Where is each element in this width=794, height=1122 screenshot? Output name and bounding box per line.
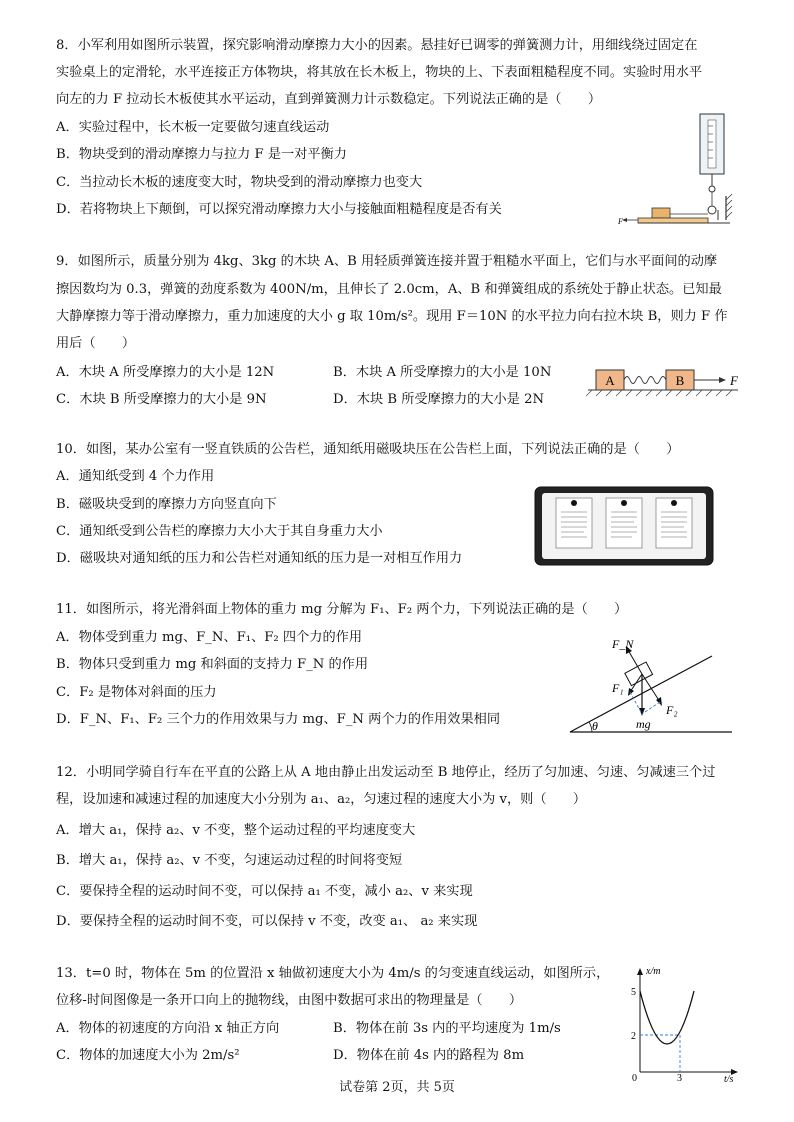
q11-theta-label: θ [592,719,598,733]
q9-block-b-label: B [675,373,685,388]
q12-option-c: C．要保持全程的运动时间不变，可以保持 a₁ 不变，减小 a₂、v 来实现 [56,884,473,899]
q8-force-label: F [618,217,623,226]
q9-force-label: F [730,373,738,388]
q9-line-3: 大静摩擦力等于滑动摩擦力，重力加速度的大小 g 取 10m/s²。现用 F＝10N 的水平拉力向右拉木块 B，则力 F 作 [56,309,728,324]
q8-option-b: B．物块受到的滑动摩擦力与拉力 F 是一对平衡力 [56,147,347,162]
q13-option-b: B．物体在前 3s 内的平均速度为 1m/s [333,1021,561,1036]
q11-fn-label: F_N [612,637,634,651]
q11-option-c: C．F₂ 是物体对斜面的压力 [56,685,217,700]
q13-line-1: 13．t=0 时，物体在 5m 的位置沿 x 轴做初速度大小为 4m/s 的匀变速直线运动，如图所示， [56,966,610,981]
q10-option-d: D．磁吸块对通知纸的压力和公告栏对通知纸的压力是一对相互作用力 [56,551,463,566]
q13-xt-graph [622,964,742,1084]
q13-tick-x3: 3 [677,1073,682,1084]
q10-line-1: 10．如图，某办公室有一竖直铁质的公告栏，通知纸用磁吸块压在公告栏上面，下列说法正确的是（ ） [56,442,680,457]
q9-line-2: 擦因数均为 0.3，弹簧的劲度系数为 400N/m，且伸长了 2.0cm，A、B 和弹簧组成的系统处于静止状态。已知最 [56,282,722,297]
q11-mg-label: mg [636,717,651,731]
q12-option-b: B．增大 a₁，保持 a₂、v 不变，匀速运动过程的时间将变短 [56,853,403,868]
q11-option-d: D．F_N、F₁、F₂ 三个力的作用效果与力 mg、F_N 两个力的作用效果相同 [56,712,501,727]
q11-option-b: B．物体只受到重力 mg 和斜面的支持力 F_N 的作用 [56,657,369,672]
q11-option-a: A．物体受到重力 mg、F_N、F₁、F₂ 四个力的作用 [56,630,363,645]
q10-option-b: B．磁吸块受到的摩擦力方向竖直向下 [56,497,277,512]
q8-line-3: 向左的力 F 拉动长木板使其水平运动，直到弹簧测力计示数稳定。下列说法正确的是（ ） [56,92,602,107]
q13-xlabel: t/s [724,1074,734,1084]
q13-option-c: C．物体的加速度大小为 2m/s² [56,1048,240,1063]
q11-line-1: 11．如图所示，将光滑斜面上物体的重力 mg 分解为 F₁、F₂ 两个力，下列说法正确的是（ ） [56,602,628,617]
q12-option-a: A．增大 a₁，保持 a₂、v 不变，整个运动过程的平均速度变大 [56,823,416,838]
q12-line-2: 程，设加速和减速过程的加速度大小分别为 a₁、a₂，匀速过程的速度大小为 v，则（ ） [56,792,587,807]
q12-option-d: D．要保持全程的运动时间不变，可以保持 v 不变，改变 a₁、 a₂ 来实现 [56,914,478,929]
q9-line-1: 9．如图所示，质量分别为 4kg、3kg 的木块 A、B 用轻质弹簧连接并置于粗糙水平面上，它们与水平面间的动摩 [56,254,718,269]
q8-line-1: 8．小军利用如图所示装置，探究影响滑动摩擦力大小的因素。悬挂好已调零的弹簧测力计，用细线绕过固定在 [56,38,698,53]
q9-line-4: 用后（ ） [56,336,136,351]
q11-incline-figure [562,628,742,738]
q9-option-c: C．木块 B 所受摩擦力的大小是 9N [56,392,267,407]
q13-line-2: 位移-时间图像是一条开口向上的抛物线，由图中数据可求出的物理量是（ ） [56,993,523,1008]
q12-line-1: 12．小明同学骑自行车在平直的公路上从 A 地由静止出发运动至 B 地停止，经历了匀加速、匀速、匀减速三个过 [56,765,716,780]
page-footer: 试卷第 2页，共 5页 [339,1080,455,1095]
q13-ylabel: x/m [646,966,661,977]
q13-option-d: D．物体在前 4s 内的路程为 8m [333,1048,525,1063]
q9-option-a: A．木块 A 所受摩擦力的大小是 12N [56,365,275,380]
q9-option-b: B．木块 A 所受摩擦力的大小是 10N [333,365,552,380]
q10-option-a: A．通知纸受到 4 个力作用 [56,469,215,484]
q8-spring-scale-figure [618,110,748,230]
q8-line-2: 实验桌上的定滑轮，水平连接正方体物块，将其放在长木板上，物块的上、下表面粗糙程度不同。实验时用水平 [56,65,703,80]
q13-tick-y2: 2 [631,1031,636,1042]
q11-f1-label: F₁ [612,681,624,695]
q10-bulletin-board-figure [534,486,714,566]
q8-option-c: C．当拉动长木板的速度变大时，物块受到的滑动摩擦力也变大 [56,175,423,190]
q9-blocks-spring-figure [586,364,746,404]
q9-option-d: D．木块 B 所受摩擦力的大小是 2N [333,392,545,407]
q13-option-a: A．物体的初速度的方向沿 x 轴正方向 [56,1021,280,1036]
q9-block-a-label: A [605,373,615,388]
q13-tick-x0: 0 [632,1073,637,1084]
q10-option-c: C．通知纸受到公告栏的摩擦力大小大于其自身重力大小 [56,524,383,539]
q8-option-d: D．若将物块上下颠倒，可以探究滑动摩擦力大小与接触面粗糙程度是否有关 [56,202,502,217]
q11-f2-label: F₂ [666,703,678,717]
q8-option-a: A．实验过程中，长木板一定要做匀速直线运动 [56,120,330,135]
q13-tick-y5: 5 [631,987,636,998]
